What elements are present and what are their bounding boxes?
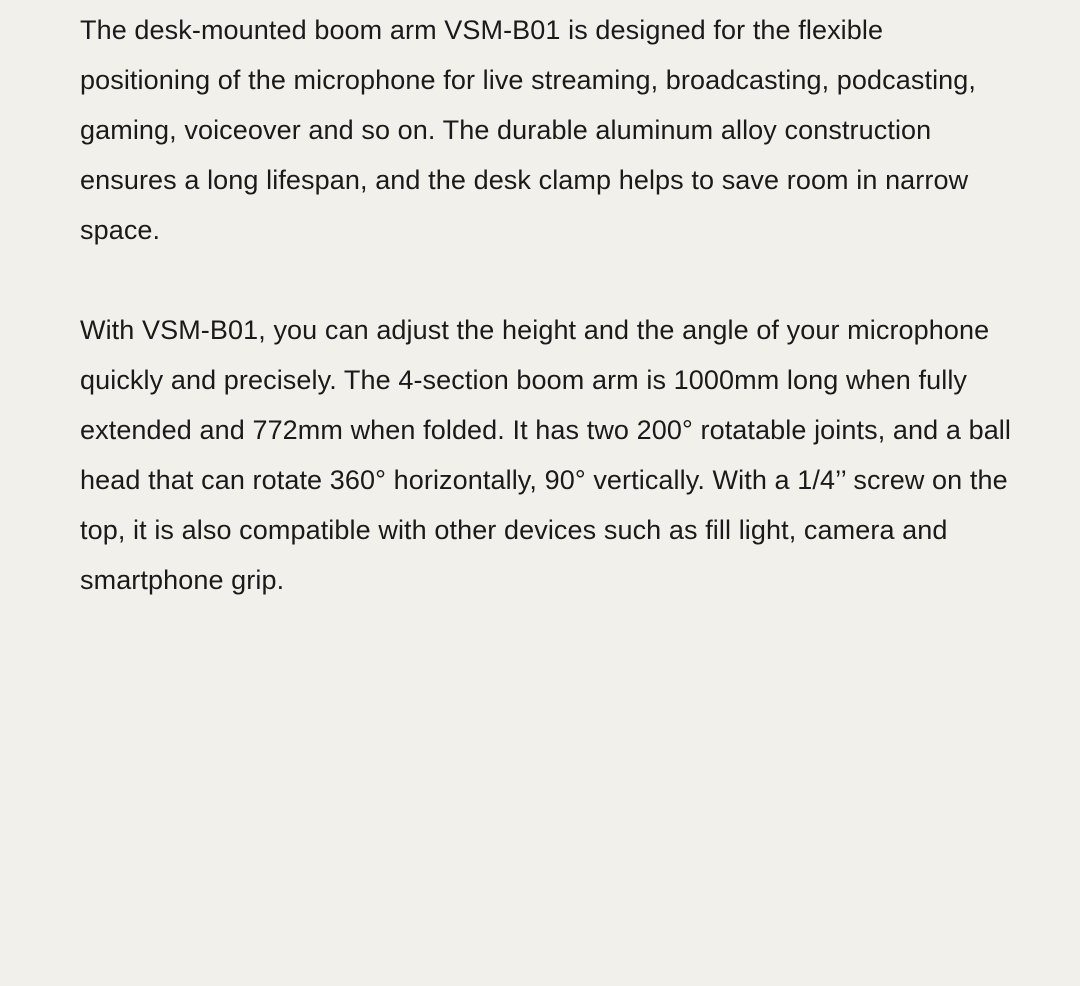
description-paragraph-intro: The desk-mounted boom arm VSM-B01 is designed for the flexible positioning of the microphone for live streaming, broadcasting, podcasting, gaming, voiceover and so on. The durable aluminum alloy construction ensures a long lifespan, and the desk clamp helps to save room in narrow space. xyxy=(80,15,977,245)
description-paragraph-specs: With VSM-B01, you can adjust the height and the angle of your microphone quickly and precisely. The 4-section boom arm is 1000mm long when fully extended and 772mm when folded. It has two 200° rotatable joints, and a ball head that can rotate 360° horizontally, 90° vertically. With a 1/4’’ screw on the top, it is also compatible with other devices such as fill light, camera and smartphone grip. xyxy=(80,315,1012,595)
product-description xyxy=(80,5,1020,605)
